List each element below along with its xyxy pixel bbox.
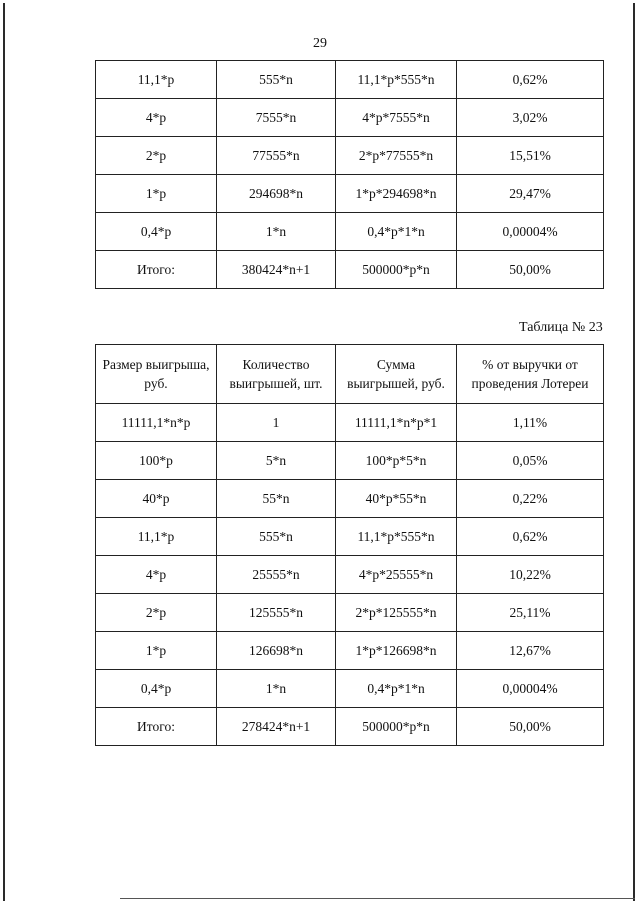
prize-size-cell: 2*р bbox=[96, 137, 217, 175]
prize-count-cell: 25555*n bbox=[217, 556, 336, 594]
table-row bbox=[96, 61, 604, 99]
prize-size-cell: 2*р bbox=[96, 594, 217, 632]
prize-size-cell: 100*р bbox=[96, 442, 217, 480]
page-number: 29 bbox=[313, 36, 327, 51]
revenue-percent-cell: 0,00004% bbox=[457, 213, 604, 251]
total-sum-cell: 500000*р*n bbox=[336, 708, 457, 746]
total-percent-cell: 50,00% bbox=[457, 251, 604, 289]
table-total-row bbox=[96, 708, 604, 746]
prize-count-cell: 555*n bbox=[217, 518, 336, 556]
table-row bbox=[96, 556, 604, 594]
prize-size-cell: 0,4*р bbox=[96, 670, 217, 708]
table-row bbox=[96, 99, 604, 137]
prize-sum-cell: 4*р*7555*n bbox=[336, 99, 457, 137]
prize-count-cell: 77555*n bbox=[217, 137, 336, 175]
table-23-header bbox=[96, 345, 604, 404]
total-count-cell: 278424*n+1 bbox=[217, 708, 336, 746]
prize-count-cell: 1*n bbox=[217, 213, 336, 251]
prize-size-cell: 1*р bbox=[96, 175, 217, 213]
prize-count-cell: 126698*n bbox=[217, 632, 336, 670]
header-revenue-percent: % от выручки от проведения Лотереи bbox=[457, 345, 604, 404]
table-caption: Таблица № 23 bbox=[519, 320, 603, 335]
revenue-percent-cell: 0,05% bbox=[457, 442, 604, 480]
total-percent-cell: 50,00% bbox=[457, 708, 604, 746]
prize-sum-cell: 11,1*р*555*n bbox=[336, 518, 457, 556]
prize-size-cell: 4*р bbox=[96, 556, 217, 594]
total-sum-cell: 500000*р*n bbox=[336, 251, 457, 289]
table-continued bbox=[95, 60, 604, 289]
total-label-cell: Итого: bbox=[96, 708, 217, 746]
prize-sum-cell: 100*р*5*n bbox=[336, 442, 457, 480]
revenue-percent-cell: 0,00004% bbox=[457, 670, 604, 708]
prize-size-cell: 11111,1*n*р bbox=[96, 404, 217, 442]
prize-size-cell: 0,4*р bbox=[96, 213, 217, 251]
prize-sum-cell: 11,1*р*555*n bbox=[336, 61, 457, 99]
revenue-percent-cell: 3,02% bbox=[457, 99, 604, 137]
prize-sum-cell: 4*р*25555*n bbox=[336, 556, 457, 594]
table-row bbox=[96, 632, 604, 670]
prize-count-cell: 55*n bbox=[217, 480, 336, 518]
total-label-cell: Итого: bbox=[96, 251, 217, 289]
prize-count-cell: 7555*n bbox=[217, 99, 336, 137]
revenue-percent-cell: 1,11% bbox=[457, 404, 604, 442]
table-23-body bbox=[96, 404, 604, 746]
prize-count-cell: 1 bbox=[217, 404, 336, 442]
table-row bbox=[96, 594, 604, 632]
bottom-scan-line bbox=[120, 898, 635, 899]
header-prize-count: Количество выигрышей, шт. bbox=[217, 345, 336, 404]
table-row bbox=[96, 404, 604, 442]
prize-count-cell: 5*n bbox=[217, 442, 336, 480]
prize-sum-cell: 40*р*55*n bbox=[336, 480, 457, 518]
prize-sum-cell: 0,4*р*1*n bbox=[336, 670, 457, 708]
total-count-cell: 380424*n+1 bbox=[217, 251, 336, 289]
revenue-percent-cell: 0,22% bbox=[457, 480, 604, 518]
prize-sum-cell: 1*р*294698*n bbox=[336, 175, 457, 213]
table-row bbox=[96, 480, 604, 518]
prize-count-cell: 294698*n bbox=[217, 175, 336, 213]
revenue-percent-cell: 10,22% bbox=[457, 556, 604, 594]
prize-count-cell: 555*n bbox=[217, 61, 336, 99]
prize-sum-cell: 2*р*125555*n bbox=[336, 594, 457, 632]
table-23 bbox=[95, 344, 604, 746]
prize-sum-cell: 1*р*126698*n bbox=[336, 632, 457, 670]
prize-sum-cell: 0,4*р*1*n bbox=[336, 213, 457, 251]
revenue-percent-cell: 12,67% bbox=[457, 632, 604, 670]
revenue-percent-cell: 29,47% bbox=[457, 175, 604, 213]
table-row bbox=[96, 175, 604, 213]
header-row bbox=[96, 345, 604, 404]
prize-size-cell: 11,1*р bbox=[96, 518, 217, 556]
revenue-percent-cell: 0,62% bbox=[457, 518, 604, 556]
table-row bbox=[96, 518, 604, 556]
prize-size-cell: 1*р bbox=[96, 632, 217, 670]
revenue-percent-cell: 25,11% bbox=[457, 594, 604, 632]
table-row bbox=[96, 670, 604, 708]
header-prize-sum: Сумма выигрышей, руб. bbox=[336, 345, 457, 404]
header-prize-size: Размер выигрыша, руб. bbox=[96, 345, 217, 404]
table-row bbox=[96, 137, 604, 175]
prize-size-cell: 40*р bbox=[96, 480, 217, 518]
prize-size-cell: 4*р bbox=[96, 99, 217, 137]
prize-sum-cell: 11111,1*n*р*1 bbox=[336, 404, 457, 442]
prize-size-cell: 11,1*р bbox=[96, 61, 217, 99]
table-row bbox=[96, 213, 604, 251]
table-row bbox=[96, 442, 604, 480]
revenue-percent-cell: 15,51% bbox=[457, 137, 604, 175]
revenue-percent-cell: 0,62% bbox=[457, 61, 604, 99]
table-total-row bbox=[96, 251, 604, 289]
prize-count-cell: 1*n bbox=[217, 670, 336, 708]
prize-count-cell: 125555*n bbox=[217, 594, 336, 632]
prize-sum-cell: 2*р*77555*n bbox=[336, 137, 457, 175]
table-continued-body bbox=[96, 61, 604, 289]
